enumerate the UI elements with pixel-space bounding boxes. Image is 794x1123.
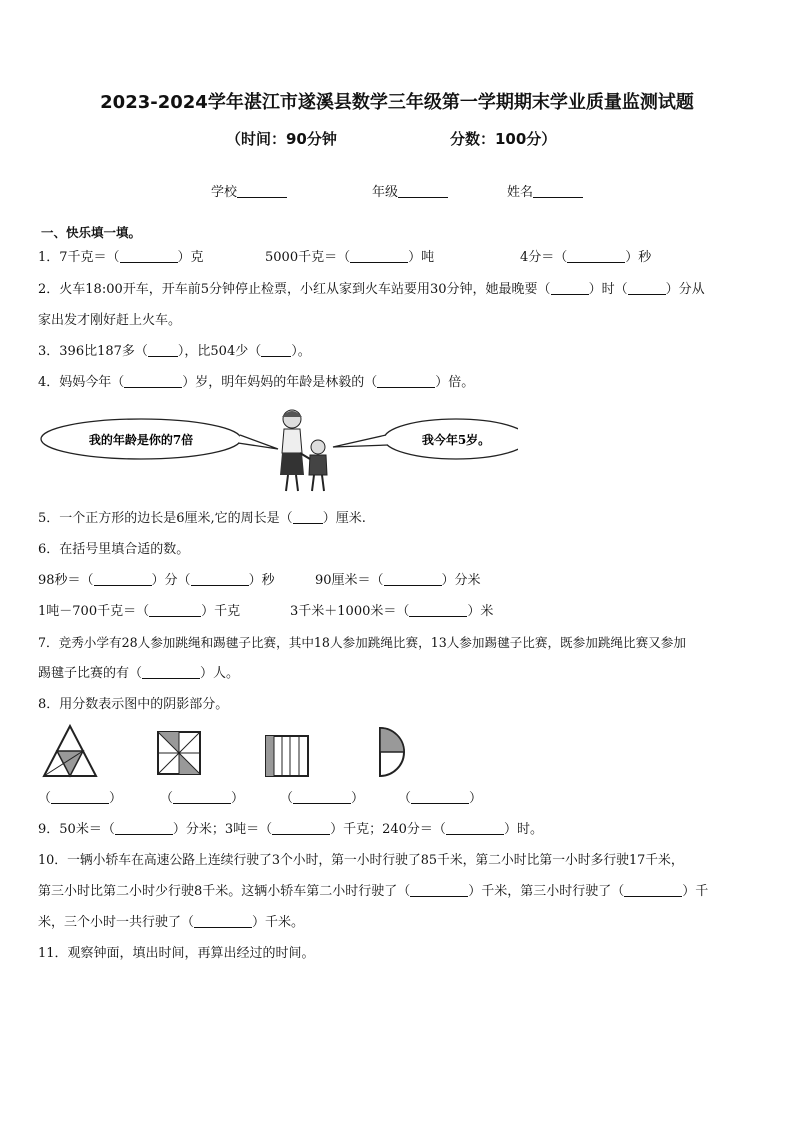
grade-label: 年级 <box>372 185 399 200</box>
name-field[interactable] <box>507 181 583 200</box>
answer-blank[interactable] <box>51 789 109 804</box>
question-10-line2: 第三小时比第二小时少行驶8千米。这辆小轿车第二小时行驶了（ ）千米，第三小时行驶了（ ）千 <box>38 884 709 899</box>
answer-blank[interactable] <box>261 342 291 357</box>
answer-blank[interactable] <box>377 373 435 388</box>
fraction-answer-3: （ ） <box>280 791 365 806</box>
school-field[interactable] <box>211 181 287 200</box>
question-9: 9．50米＝（ ）分米；3吨＝（ ）千克；240分＝（ ）时。 <box>38 822 543 837</box>
answer-blank[interactable] <box>446 820 504 835</box>
answer-blank[interactable] <box>194 913 252 928</box>
page-title: 2023-2024学年湛江市遂溪县数学三年级第一学期期末学业质量监测试题 <box>100 92 694 113</box>
answer-blank[interactable] <box>173 789 231 804</box>
answer-blank[interactable] <box>624 882 682 897</box>
answer-blank[interactable] <box>293 789 351 804</box>
answer-blank[interactable] <box>191 571 249 586</box>
right-bubble-text: 我今年5岁。 <box>421 433 491 447</box>
child-figure <box>300 440 327 491</box>
answer-blank[interactable] <box>293 509 323 524</box>
name-label: 姓名 <box>507 185 534 200</box>
left-bubble-text: 我的年龄是你的7倍 <box>88 433 194 447</box>
question-6-row2b: 3千米＋1000米＝（ ）米 <box>290 604 494 619</box>
section-heading: 一、快乐填一填。 <box>41 225 142 240</box>
answer-blank[interactable] <box>149 602 201 617</box>
answer-blank[interactable] <box>94 571 152 586</box>
answer-blank[interactable] <box>350 248 408 263</box>
semicircle-figure <box>380 728 404 776</box>
question-5: 5．一个正方形的边长是6厘米,它的周长是（ ）厘米. <box>38 511 366 526</box>
question-1b: 5000千克＝（ ）吨 <box>265 250 435 265</box>
answer-blank[interactable] <box>410 882 468 897</box>
question-3: 3．396比187多（ ），比504少（ ）。 <box>38 344 311 359</box>
answer-blank[interactable] <box>628 280 666 295</box>
fraction-answer-4: （ ） <box>398 791 483 806</box>
answer-blank[interactable] <box>124 373 182 388</box>
answer-blank[interactable] <box>551 280 589 295</box>
question-6-row1a: 98秒＝（ ）分（ ）秒 <box>38 573 275 588</box>
question-4: 4．妈妈今年（ ）岁，明年妈妈的年龄是林毅的（ ）倍。 <box>38 375 475 390</box>
answer-blank[interactable] <box>411 789 469 804</box>
mother-figure <box>280 410 304 491</box>
question-2: 2．火车18:00开车，开车前5分钟停止检票，小红从家到火车站要用30分钟，她最晚要（ ）时（ ）分从 <box>38 282 705 297</box>
answer-blank[interactable] <box>142 664 200 679</box>
exam-score: 分数：100分） <box>450 130 557 148</box>
answer-blank[interactable] <box>567 248 625 263</box>
exam-time: （时间：90分钟 <box>226 130 337 148</box>
answer-blank[interactable] <box>272 820 330 835</box>
question-10-line3: 米，三个小时一共行驶了（ ）千米。 <box>38 915 305 930</box>
fraction-answer-1: （ ） <box>38 791 123 806</box>
question-8: 8．用分数表示图中的阴影部分。 <box>38 697 229 712</box>
question-11: 11．观察钟面，填出时间，再算出经过的时间。 <box>38 946 315 961</box>
question-7-line2: 踢毽子比赛的有（ ）人。 <box>38 666 240 681</box>
answer-blank[interactable] <box>409 602 467 617</box>
answer-blank[interactable] <box>148 342 178 357</box>
question-1a: 1．7千克＝（ ）克 <box>38 250 204 265</box>
question-2-line2: 家出发才刚好赶上火车。 <box>38 313 182 328</box>
question-6: 6．在括号里填合适的数。 <box>38 542 190 557</box>
rectangle-figure <box>266 736 308 776</box>
answer-blank[interactable] <box>120 248 178 263</box>
square-figure <box>158 732 200 774</box>
question-6-row2a: 1吨－700千克＝（ ）千克 <box>38 604 241 619</box>
fraction-answer-2: （ ） <box>160 791 245 806</box>
question-1c: 4分＝（ ）秒 <box>520 250 652 265</box>
question-10: 10．一辆小轿车在高速公路上连续行驶了3个小时，第一小时行驶了85千米，第二小时比第一小时多行驶17千米， <box>38 853 684 868</box>
fraction-figures <box>40 722 460 782</box>
triangle-figure <box>44 726 96 776</box>
question-6-row1b: 90厘米＝（ ）分米 <box>315 573 481 588</box>
grade-field[interactable] <box>372 181 448 200</box>
answer-blank[interactable] <box>384 571 442 586</box>
age-illustration <box>38 405 518 497</box>
school-label: 学校 <box>211 185 238 200</box>
question-7: 7．竞秀小学有28人参加跳绳和踢毽子比赛，其中18人参加跳绳比赛，13人参加踢毽子比赛，既参加跳绳比赛又参加 <box>38 635 686 650</box>
answer-blank[interactable] <box>115 820 173 835</box>
